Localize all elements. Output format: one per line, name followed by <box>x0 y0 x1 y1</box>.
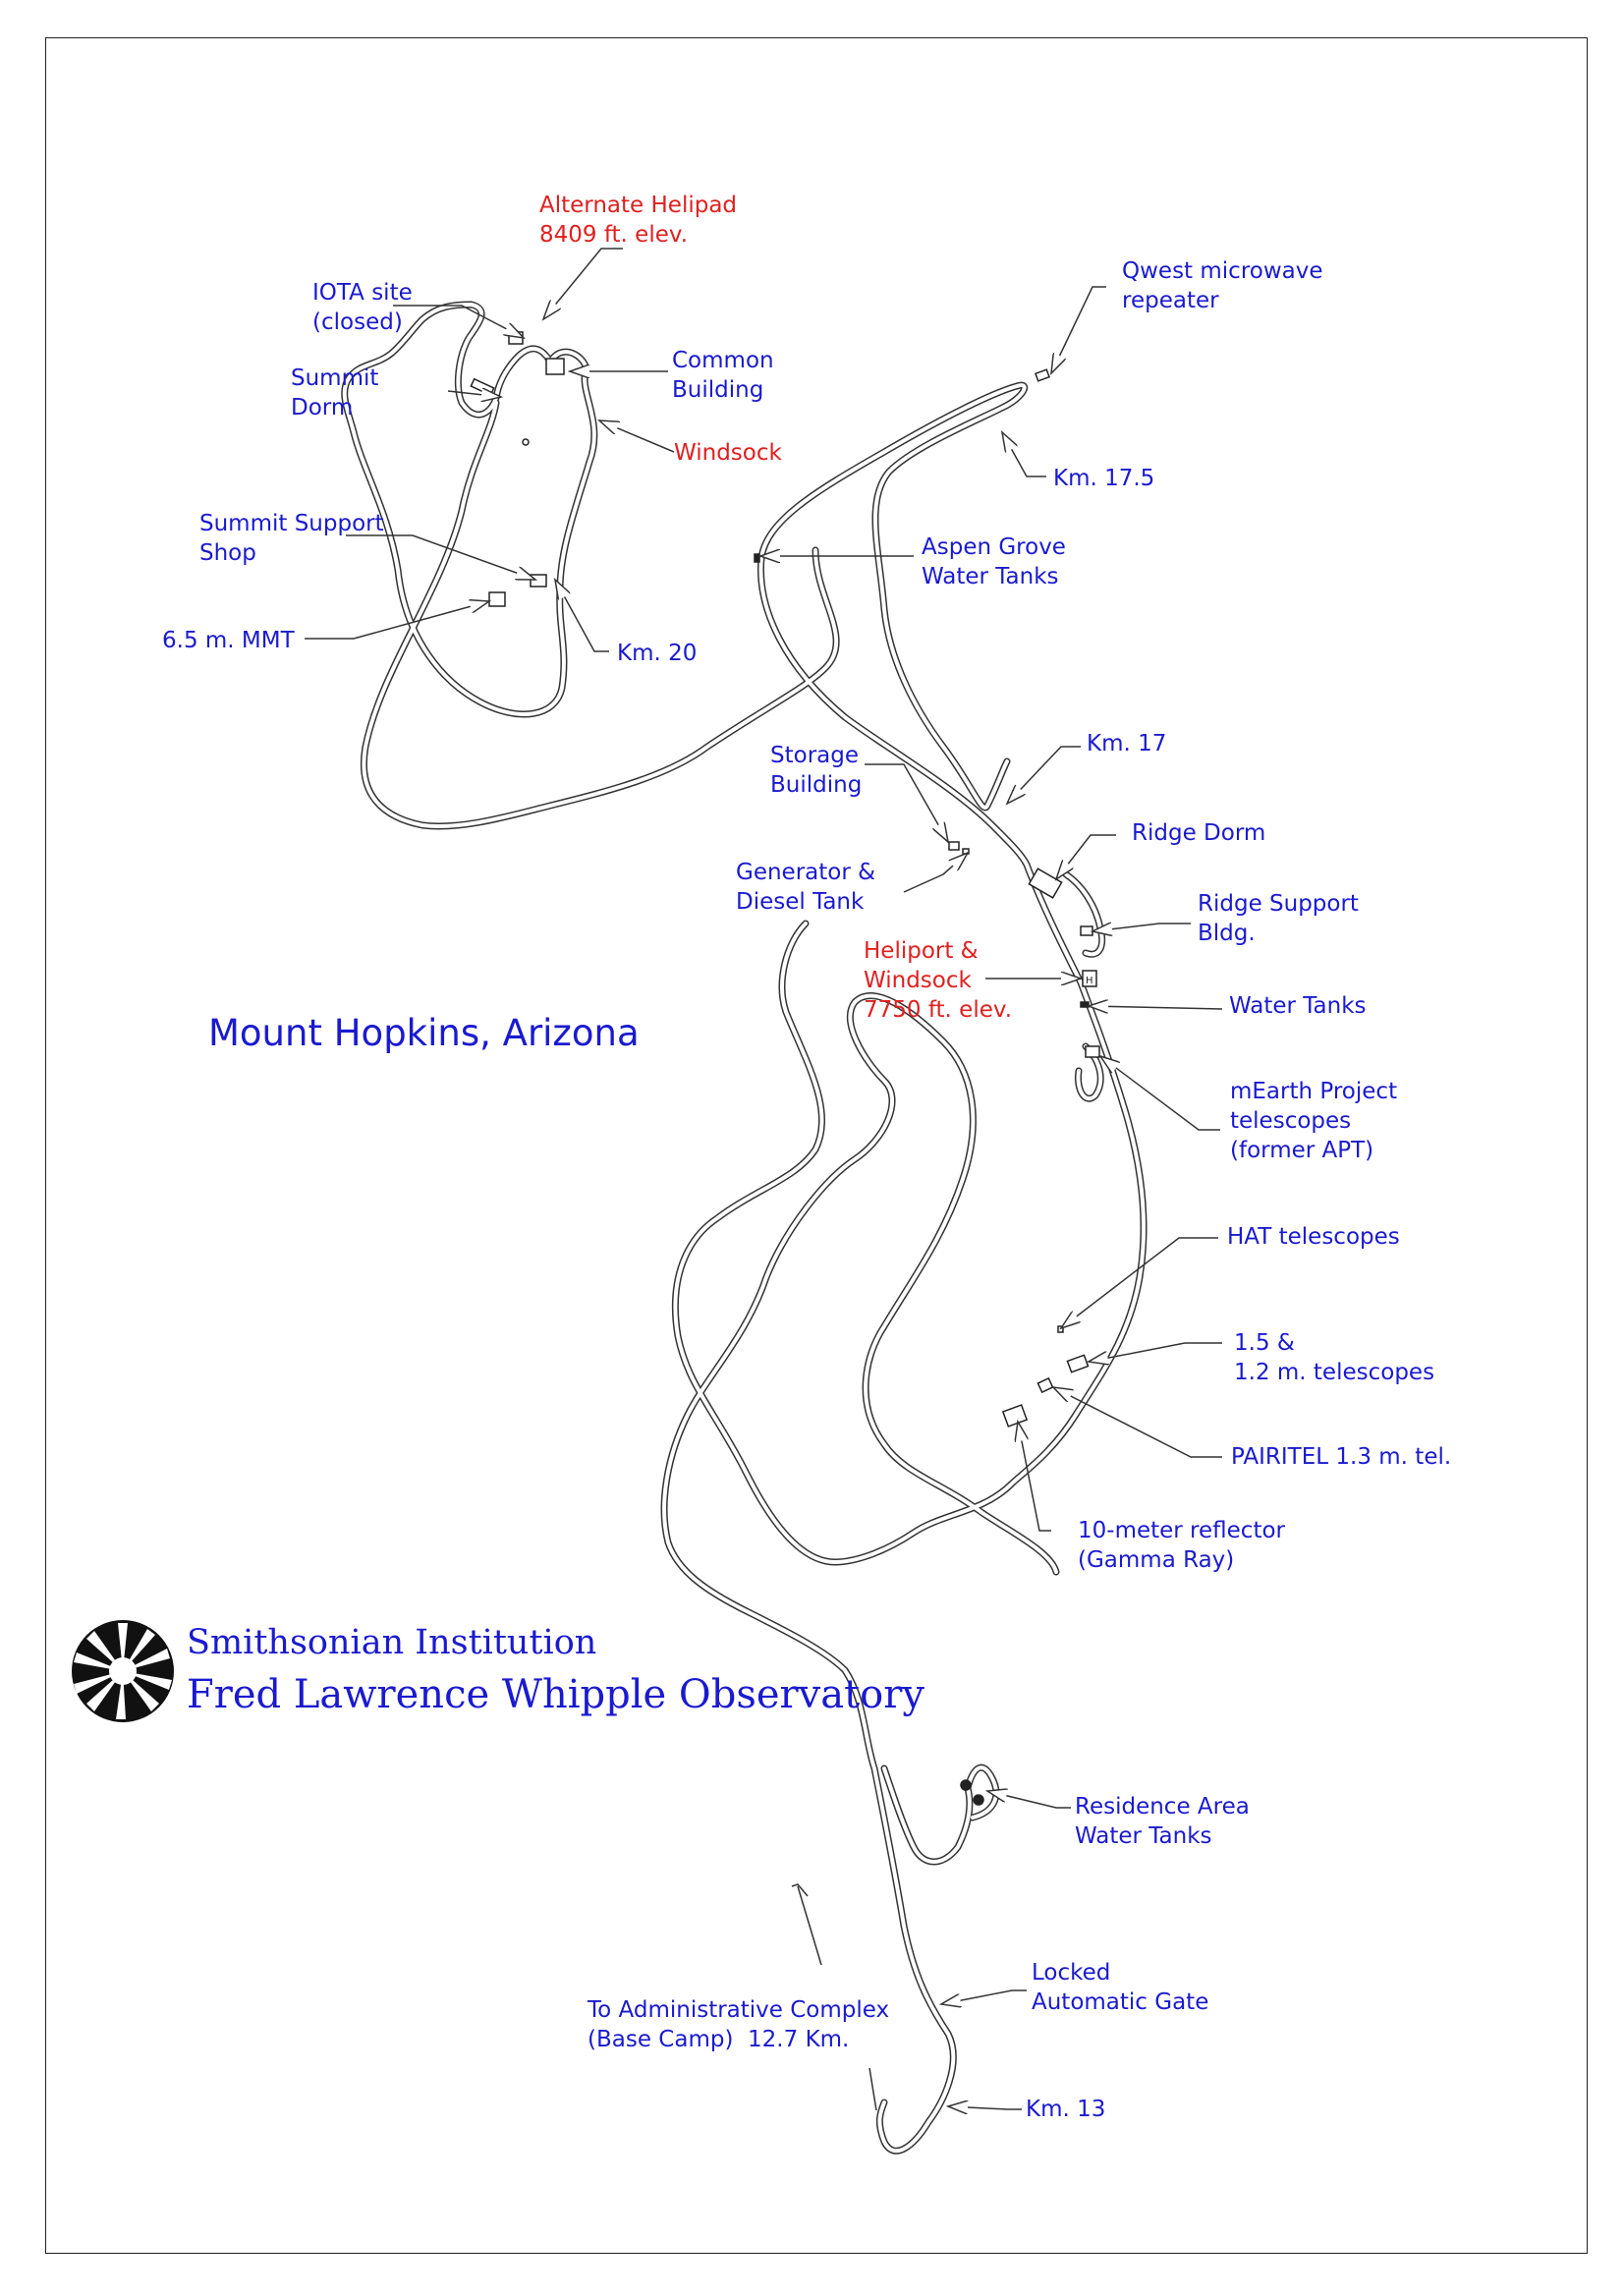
ridge-dorm-marker <box>1029 868 1061 898</box>
storage-building-marker <box>949 842 959 850</box>
mmt-marker <box>489 592 505 606</box>
mearth-marker <box>1086 1046 1099 1057</box>
label-aspen-grove: Aspen Grove Water Tanks <box>922 534 1066 589</box>
support-shop-marker <box>531 575 546 587</box>
label-qwest-repeater: Qwest microwave repeater <box>1122 258 1323 313</box>
label-km-20: Km. 20 <box>617 641 698 666</box>
label-storage-building: Storage Building <box>770 743 863 798</box>
label-summit-support-shop: Summit Support Shop <box>199 511 384 566</box>
label-ridge-dorm: Ridge Dorm <box>1132 820 1266 846</box>
label-residence-area: Residence Area Water Tanks <box>1075 1794 1250 1849</box>
label-alternate-helipad: Alternate Helipad 8409 ft. elev. <box>539 193 738 248</box>
label-km-17-5: Km. 17.5 <box>1053 466 1155 491</box>
label-ridge-support: Ridge Support Bldg. <box>1198 891 1359 946</box>
label-pairitel: PAIRITEL 1.3 m. tel. <box>1231 1444 1452 1470</box>
label-summit-dorm: Summit Dorm <box>291 365 379 420</box>
label-locked-gate: Locked Automatic Gate <box>1032 1960 1209 2015</box>
water-tanks-marker <box>1081 1002 1089 1007</box>
label-admin-complex: To Administrative Complex (Base Camp) 12.7 Km. <box>588 1997 890 2052</box>
road-ridge <box>675 558 1144 1562</box>
common-building-marker <box>546 359 564 374</box>
label-km-13: Km. 13 <box>1026 2097 1106 2122</box>
reflector-marker <box>1003 1405 1027 1427</box>
svg-text:H: H <box>1086 976 1093 986</box>
road-lower-switchback <box>664 996 1056 2152</box>
label-common-building: Common Building <box>672 348 774 403</box>
label-hat: HAT telescopes <box>1227 1224 1400 1250</box>
ridge-support-marker <box>1081 926 1092 935</box>
label-generator: Generator & Diesel Tank <box>736 860 876 915</box>
pairitel-marker <box>1037 1378 1052 1392</box>
label-km-17: Km. 17 <box>1087 731 1167 756</box>
observatory-name: Fred Lawrence Whipple Observatory <box>187 1672 924 1717</box>
telescope-1-5-marker <box>1067 1355 1088 1372</box>
institution-name: Smithsonian Institution <box>187 1623 597 1662</box>
label-heliport: Heliport & Windsock 7750 ft. elev. <box>864 938 1013 1023</box>
summit-marker <box>523 439 529 445</box>
residence-tank-2 <box>974 1795 983 1805</box>
residence-tank-1 <box>961 1780 971 1790</box>
label-reflector-10m: 10-meter reflector (Gamma Ray) <box>1078 1518 1285 1573</box>
label-mearth: mEarth Project telescopes (former APT) <box>1230 1079 1398 1163</box>
summit-dorm-marker <box>471 379 493 396</box>
label-water-tanks: Water Tanks <box>1229 993 1367 1019</box>
map-title: Mount Hopkins, Arizona <box>208 1012 640 1054</box>
smithsonian-sun-logo-icon <box>69 1617 177 1725</box>
label-mmt: 6.5 m. MMT <box>162 628 295 653</box>
label-telescopes-1-5: 1.5 & 1.2 m. telescopes <box>1234 1330 1435 1385</box>
qwest-marker <box>1036 369 1049 381</box>
label-windsock-summit: Windsock <box>674 440 782 466</box>
aspen-grove-marker <box>755 554 759 562</box>
label-iota-site: IOTA site (closed) <box>312 280 413 335</box>
